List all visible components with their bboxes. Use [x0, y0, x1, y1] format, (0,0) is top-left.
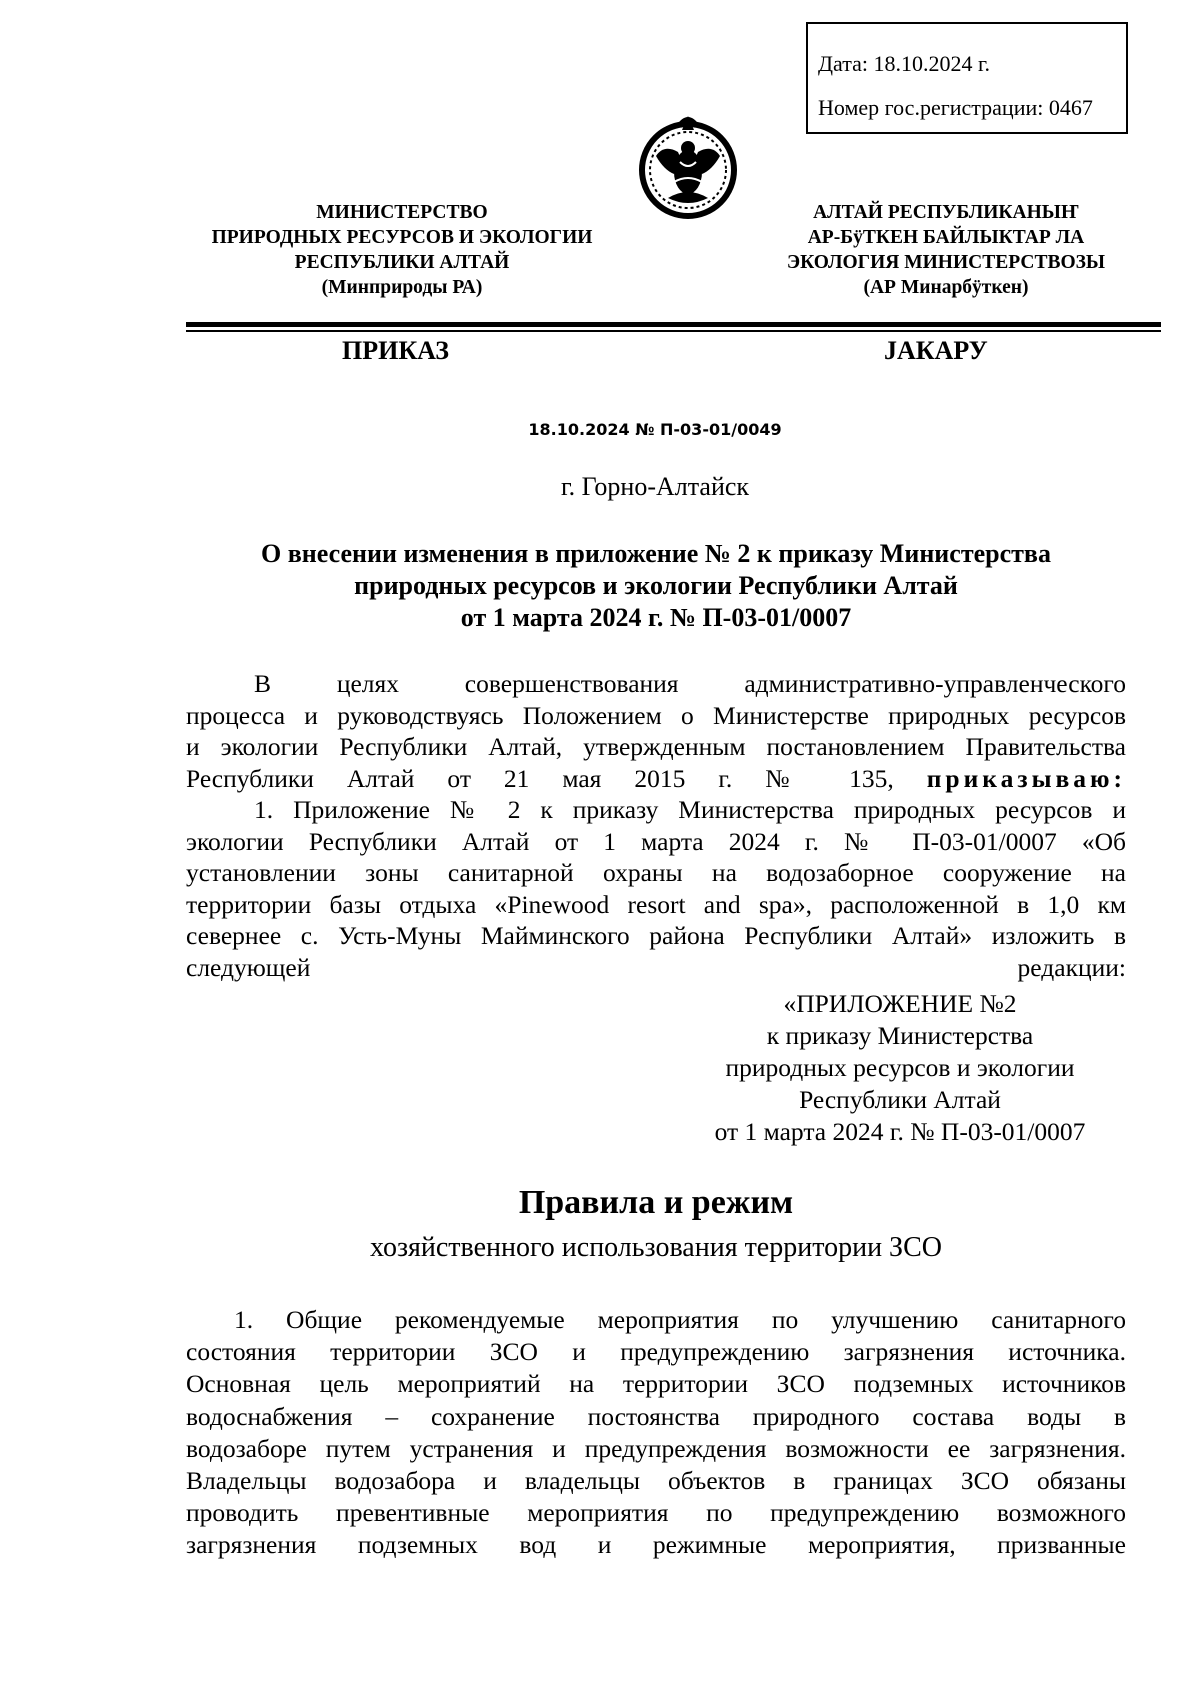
rules-paragraph-1: 1. Общие рекомендуемые мероприятия по улучшению санитарного состояния территории ЗСО и предупреждению загрязнения источника. Основная цель мероприятий на территории ЗСО подземных источников водоснабжения – сохранение постоянства природного состава воды в водозаборе путем устранения и предупреждения возможности ее загрязнения. Владельцы водозабора и владельцы объектов в границах ЗСО обязаны проводить превентивные мероприятия по предупреждению возможного загрязнения подземных вод и режимные мероприятия, призванные [186, 1305, 1126, 1560]
ministry-name-altai: АЛТАЙ РЕСПУБЛИКАНЫҤ АР-БÿТКЕН БАЙЛЫКТАР ЛА ЭКОЛОГИЯ МИНИСТЕРСТВОЗЫ (АР Минарбÿткен) [786, 202, 1106, 298]
rules-title: Правила и режим [518, 1184, 794, 1221]
document-city: г. Горно-Алтайск [560, 472, 750, 501]
order-emphasis: приказываю: [926, 763, 1127, 793]
item-1-paragraph: 1. Приложение № 2 к приказу Министерства природных ресурсов и экологии Республики Алтай от 1 марта 2024 г. № П-03-01/0007 «Об установлении зоны санитарной охраны на водозаборное сооружение на территории базы отдыха «Pinewood resort and spa», расположенной в 1,0 км севернее с. Усть-Муны Майминского района Республики Алтай» изложить в следующей редакции: [186, 795, 1126, 982]
ministry-name-russian: МИНИСТЕРСТВО ПРИРОДНЫХ РЕСУРСОВ И ЭКОЛОГИИ РЕСПУБЛИКИ АЛТАЙ (Минприроды РА) [211, 202, 593, 298]
preamble-paragraph: В целях совершенствования административно-управленческого процесса и руководствуясь Положением о Министерстве природных ресурсов и экологии Республики Алтай, утвержденным постановлением Правительства Республики Алтай от 21 мая 2015 г. № 135, приказываю: [186, 669, 1127, 793]
coat-of-arms-emblem-icon [634, 104, 742, 220]
rules-subtitle: хозяйственного использования территории ЗСО [370, 1232, 942, 1263]
appendix-reference: «ПРИЛОЖЕНИЕ №2 к приказу Министерства природных ресурсов и экологии Республики Алтай от 1 марта 2024 г. № П-03-01/0007 [714, 989, 1086, 1146]
order-word-altai: ЈАКАРУ [884, 336, 988, 365]
document-title: О внесении изменения в приложение № 2 к приказу Министерства природных ресурсов и экологии Республики Алтай от 1 марта 2024 г. № П-03-01/0007 [261, 539, 1051, 632]
registration-stamp [806, 22, 1128, 134]
document-number: 18.10.2024 № П-03-01/0049 [528, 420, 782, 439]
registration-date: Дата: 18.10.2024 г. [818, 51, 991, 76]
registration-number: Номер гос.регистрации: 0467 [818, 95, 1093, 120]
order-word-russian: ПРИКАЗ [342, 336, 450, 365]
header-divider-thin [186, 330, 1161, 332]
header-divider-thick [186, 322, 1161, 327]
